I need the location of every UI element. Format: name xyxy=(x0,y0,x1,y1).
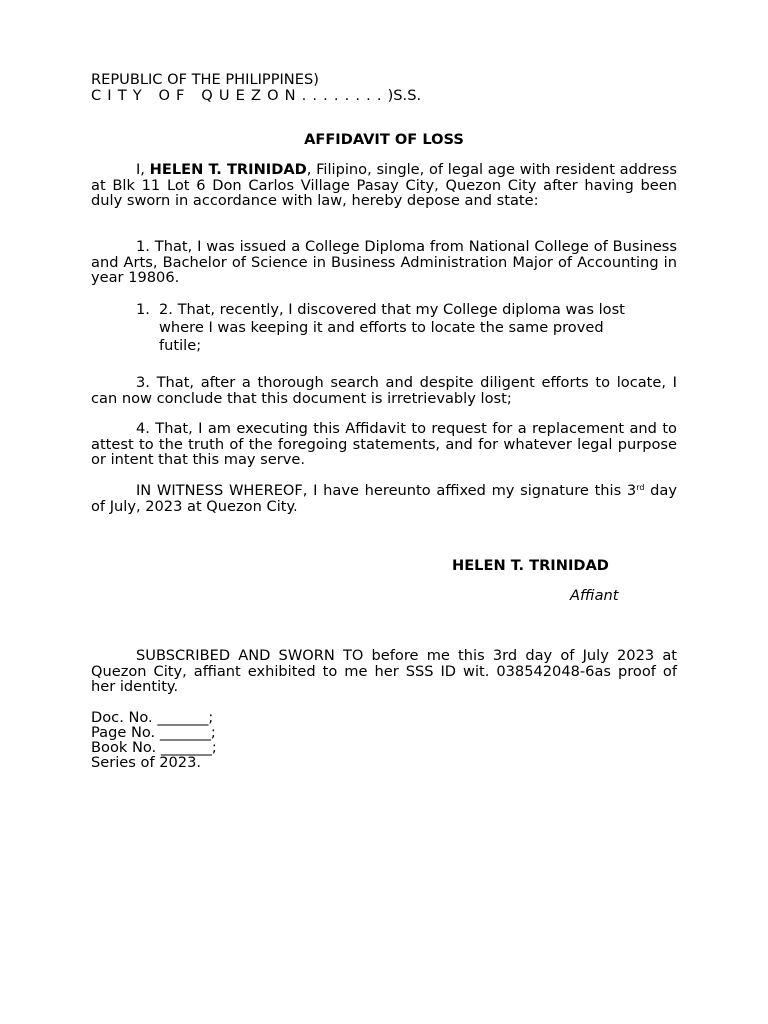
signature-name: HELEN T. TRINIDAD xyxy=(452,557,609,574)
book-number: Book No. _______; xyxy=(91,739,217,756)
witness-text-after: day of July, 2023 at Quezon City. xyxy=(91,482,677,515)
series-year: Series of 2023. xyxy=(91,754,202,771)
venue-ss: )S.S. xyxy=(387,87,422,104)
witness-superscript: rd xyxy=(636,483,645,492)
paragraph-4: 4. That, I am executing this Affidavit to request for a replacement and to attest to the truth of the foregoing statements, and for whatever legal purpose or intent that this may serve. xyxy=(91,420,677,468)
signature-role: Affiant xyxy=(570,587,619,604)
list-number: 1. xyxy=(136,301,150,318)
paragraph-3: 3. That, after a thorough search and despite diligent efforts to locate, I can now conclude that this document is irretrievably lost; xyxy=(91,374,677,407)
venue-city xyxy=(91,88,677,104)
document-title: AFFIDAVIT OF LOSS xyxy=(304,131,464,148)
venue-city-name: CITY OF QUEZON........ xyxy=(91,87,388,104)
affiant-name-intro: HELEN T. TRINIDAD xyxy=(149,161,307,178)
paragraph-2: 2. That, recently, I discovered that my College diploma was lost where I was keeping it and efforts to locate the same proved futile; xyxy=(159,301,625,354)
intro-text: , Filipino, single, of legal age with resident address at Blk 11 Lot 6 Don Carlos Village Pasay City, Quezon City after having been duly sworn in accordance with law, hereby depose and state: xyxy=(91,161,677,209)
page-number: Page No. _______; xyxy=(91,724,216,741)
venue-republic: REPUBLIC OF THE PHILIPPINES) xyxy=(91,71,319,88)
witness-paragraph xyxy=(91,483,677,514)
doc-number: Doc. No. _______; xyxy=(91,709,214,726)
intro-prefix: I, xyxy=(136,161,150,178)
witness-text-before: IN WITNESS WHEREOF, I have hereunto affixed my signature this 3 xyxy=(136,482,637,499)
intro-paragraph xyxy=(91,162,677,209)
jurat-paragraph: SUBSCRIBED AND SWORN TO before me this 3rd day of July 2023 at Quezon City, affiant exhibited to me her SSS ID wit. 038542048-6as proof of her identity. xyxy=(91,647,677,695)
paragraph-1: 1. That, I was issued a College Diploma from National College of Business and Arts, Bachelor of Science in Business Administration Major of Accounting in year 19806. xyxy=(91,238,677,286)
